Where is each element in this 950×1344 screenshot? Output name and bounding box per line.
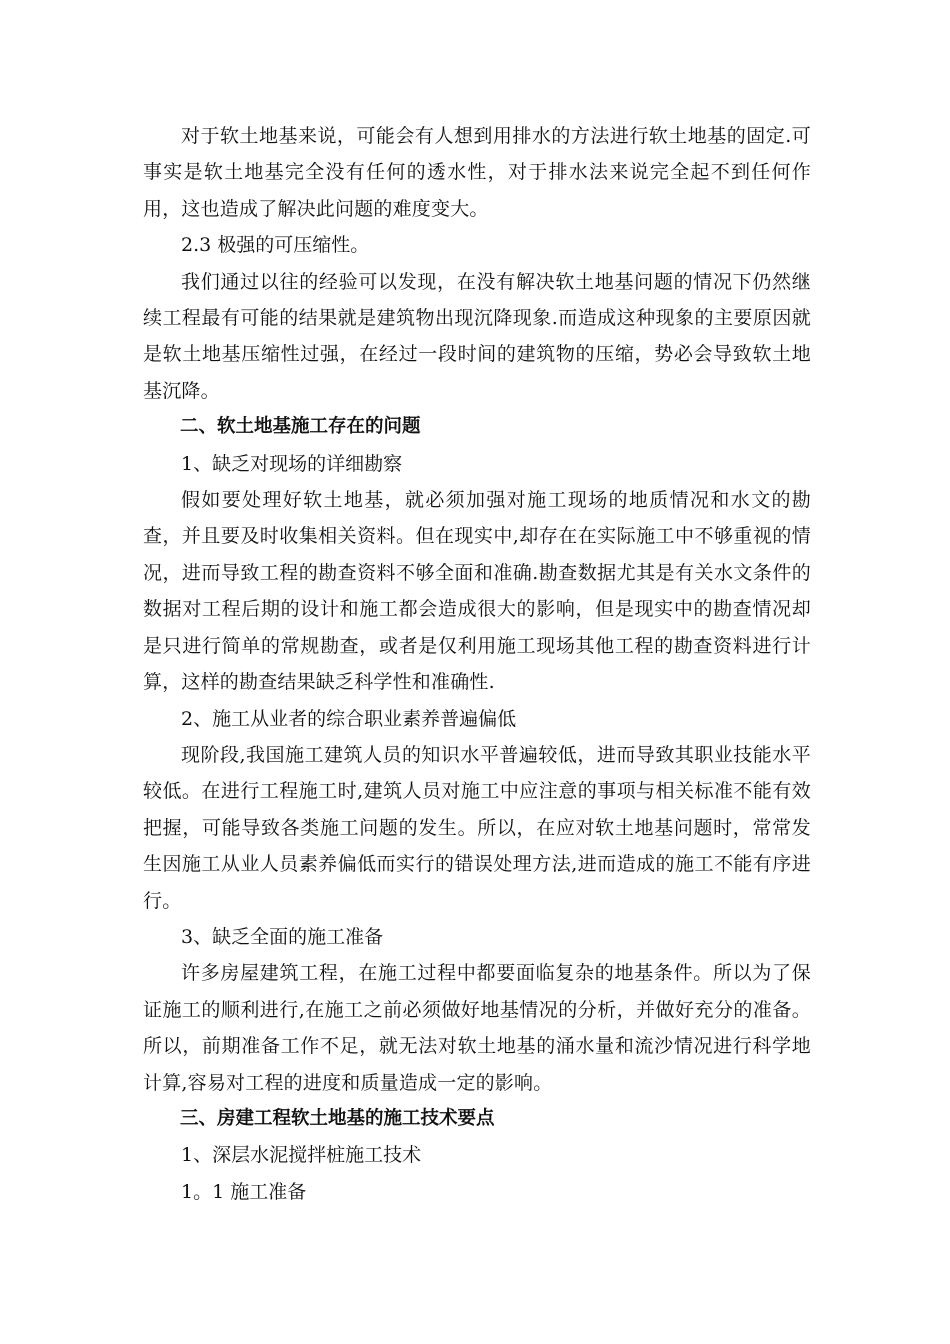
paragraph-survey: 假如要处理好软土地基，就必须加强对施工现场的地质情况和水文的勘查，并且要及时收集相关资料。但在现实中,却存在在实际施工中不够重视的情况，进而导致工程的勘查资料不够全面和准确.勘查数据尤其是有关水文条件的数据对工程后期的设计和施工都会造成很大的影响，但是现实中的勘查情况却是只进行简单的常规勘查，或者是仅利用施工现场其他工程的勘查资料进行计算，这样的勘查结果缺乏科学性和准确性. — [143, 489, 811, 694]
subheading-workers: 2、施工从业者的综合职业素养普遍偏低 — [181, 707, 517, 730]
paragraph-preparation: 许多房屋建筑工程，在施工过程中都要面临复杂的地基条件。所以为了保证施工的顺利进行,在施工之前必须做好地基情况的分析，并做好充分的准备。所以，前期准备工作不足，就无法对软土地基的涌水量和流沙情况进行科学地计算,容易对工程的进度和质量造成一定的影响。 — [143, 962, 811, 1094]
subheading-preparation: 3、缺乏全面的施工准备 — [181, 925, 384, 948]
subheading-2-3: 2.3 极强的可压缩性。 — [181, 234, 370, 257]
section-heading-2: 二、软土地基施工存在的问题 — [180, 416, 421, 438]
subheading-mixing-pile: 1、深层水泥搅拌桩施工技术 — [181, 1144, 422, 1167]
subheading-1-1: 1。1 施工准备 — [181, 1180, 307, 1203]
document-page — [143, 118, 811, 1210]
paragraph-drainage: 对于软土地基来说，可能会有人想到用排水的方法进行软土地基的固定.可事实是软土地基完全没有任何的透水性，对于排水法来说完全起不到任何作用，这也造成了解决此问题的难度变大。 — [143, 125, 811, 220]
paragraph-compressibility: 我们通过以往的经验可以发现，在没有解决软土地基问题的情况下仍然继续工程最有可能的结果就是建筑物出现沉降现象.而造成这种现象的主要原因就是软土地基压缩性过强，在经过一段时间的建筑物的压缩，势必会导致软土地基沉降。 — [143, 270, 811, 402]
paragraph-workers: 现阶段,我国施工建筑人员的知识水平普遍较低，进而导致其职业技能水平较低。在进行工程施工时,建筑人员对施工中应注意的事项与相关标准不能有效把握，可能导致各类施工问题的发生。所以，在应对软土地基问题时，常常发生因施工从业人员素养偏低而实行的错误处理方法,进而造成的施工不能有序进行。 — [143, 743, 811, 912]
subheading-survey: 1、缺乏对现场的详细勘察 — [181, 452, 403, 475]
section-heading-3: 三、房建工程软土地基的施工技术要点 — [180, 1107, 495, 1129]
